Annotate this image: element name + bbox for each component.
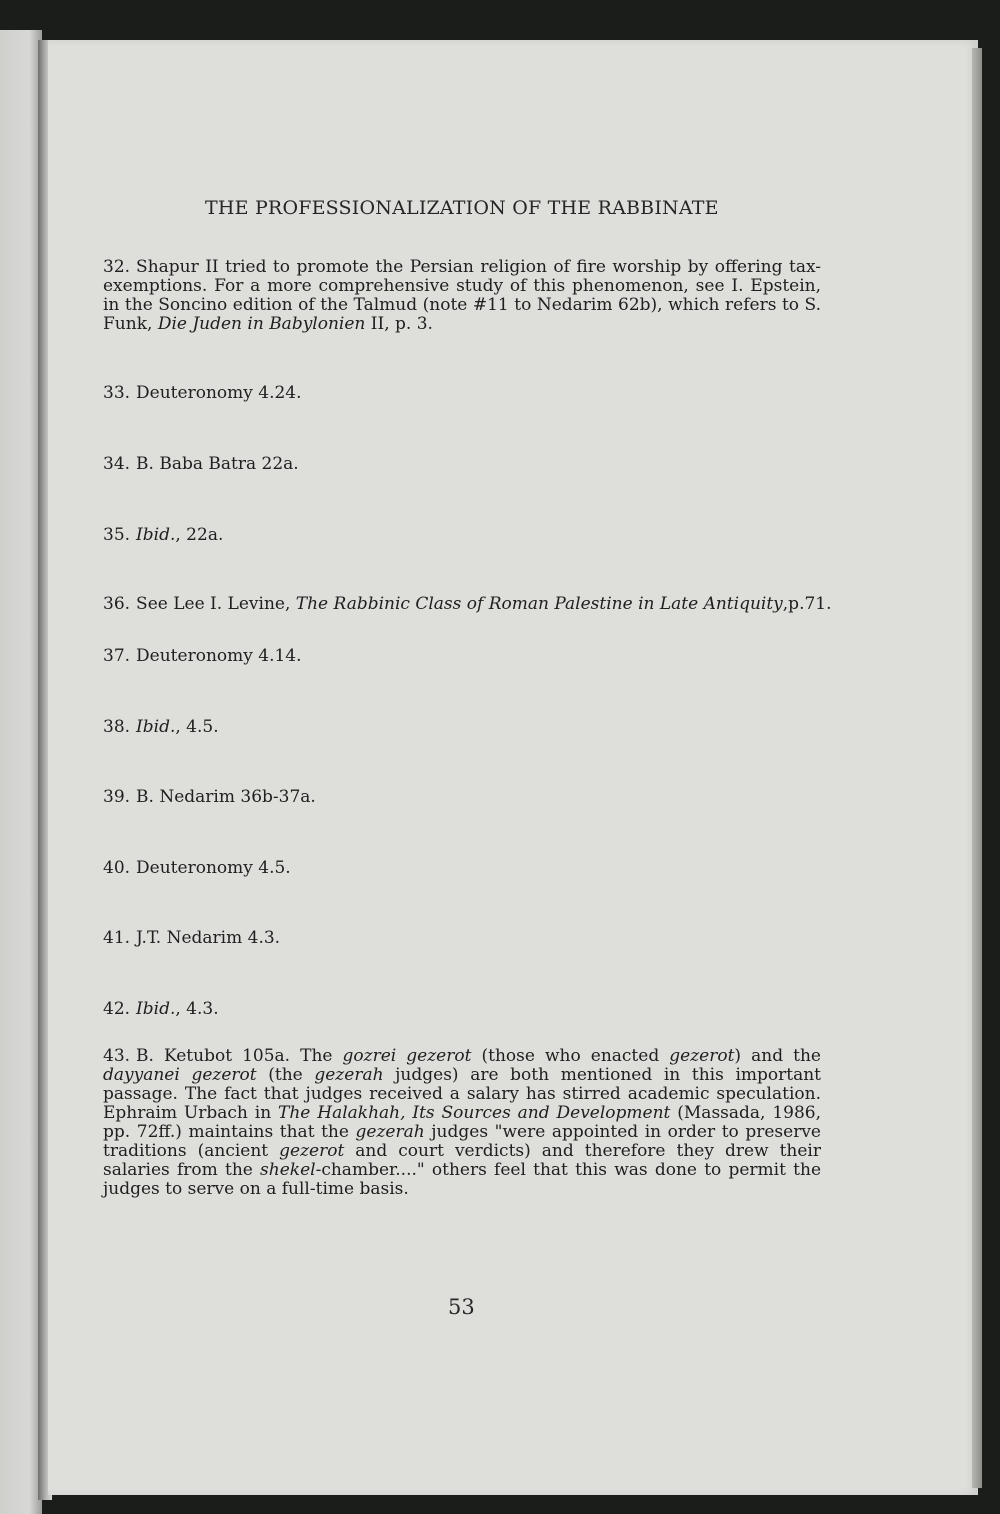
facing-page-edge (0, 30, 42, 1514)
book-title: The Rabbinic Class of Roman Palestine in Late Antiquity (295, 594, 783, 614)
footnote-text: (Massada, 1986, pp. 72ff.) maintains that the (103, 1103, 821, 1142)
footnote-text: , 22a. (175, 525, 224, 545)
footnote-text: ,p.71. (782, 594, 832, 614)
hebrew-term: gezerah (314, 1065, 384, 1085)
footnote-number: 41. (103, 928, 131, 948)
footnote-number: 42. (103, 999, 131, 1019)
running-head: THE PROFESSIONALIZATION OF THE RABBINATE (205, 197, 719, 219)
ibid: Ibid. (136, 999, 176, 1019)
footnote-text: II, p. 3. (365, 314, 433, 334)
footnote-42 (103, 1000, 219, 1019)
page-edge-shadow (972, 48, 982, 1488)
ibid: Ibid. (136, 525, 176, 545)
book-title: Die Juden in Babylonien (157, 314, 366, 334)
footnote-35 (103, 526, 223, 545)
footnote-text: J.T. Nedarim 4.3. (136, 928, 281, 948)
footnote-text: Deuteronomy 4.24. (136, 383, 302, 403)
footnote-number: 35. (103, 525, 131, 545)
footnote-number: 32. (103, 257, 131, 277)
footnote-37 (103, 647, 302, 666)
hebrew-term: gezerot (669, 1046, 735, 1066)
footnote-number: 38. (103, 717, 131, 737)
footnote-number: 34. (103, 454, 131, 474)
hebrew-term: gezerot (279, 1141, 345, 1161)
footnote-text: See Lee I. Levine, (136, 594, 296, 614)
hebrew-term: gozrei gezerot (342, 1046, 472, 1066)
footnote-text: Deuteronomy 4.5. (136, 858, 291, 878)
footnote-40 (103, 859, 291, 878)
footnote-number: 39. (103, 787, 131, 807)
footnote-text: (those who enacted (471, 1046, 670, 1066)
footnote-32 (103, 258, 821, 334)
book-title: The Halakhah, Its Sources and Development (278, 1103, 671, 1123)
footnote-text: ) and the (734, 1046, 821, 1066)
footnote-34 (103, 455, 299, 474)
footnote-36 (103, 595, 832, 614)
ibid: Ibid. (136, 717, 176, 737)
footnote-text: , 4.5. (175, 717, 219, 737)
hebrew-term: dayyanei gezerot (103, 1065, 257, 1085)
footnote-text: judges) are both mentioned in this important passage. The fact that judges received a salary has stirred academic speculation. Ephraim Urbach in (103, 1065, 821, 1123)
footnote-text: Deuteronomy 4.14. (136, 646, 302, 666)
footnote-text: B. Nedarim 36b-37a. (136, 787, 316, 807)
footnote-43 (103, 1047, 821, 1199)
footnote-number: 33. (103, 383, 131, 403)
footnote-text: B. Ketubot 105a. The (136, 1046, 343, 1066)
hebrew-term: gezerah (355, 1122, 425, 1142)
footnote-text: Shapur II tried to promote the Persian religion of fire worship by offering tax-exemptions. For a more comprehensive study of this phenomenon, see I. Epstein, in the Soncino edition of the Talmud (note #11 to Nedarim 62b), which refers to S. Funk, (103, 257, 821, 334)
footnote-number: 43. (103, 1046, 131, 1066)
footnote-41 (103, 929, 280, 948)
footnote-38 (103, 718, 219, 737)
footnote-39 (103, 788, 316, 807)
footnote-number: 36. (103, 594, 131, 614)
page-number: 53 (448, 1295, 475, 1319)
footnote-number: 37. (103, 646, 131, 666)
footnote-number: 40. (103, 858, 131, 878)
footnote-text: judges "were appointed in order to preserve traditions (ancient (103, 1122, 821, 1161)
footnote-text: and court verdicts) and therefore they drew their salaries from the (103, 1141, 821, 1180)
footnote-text: B. Baba Batra 22a. (136, 454, 299, 474)
footnote-text: (the (256, 1065, 315, 1085)
footnote-text: , 4.3. (175, 999, 219, 1019)
hebrew-term: shekel (260, 1160, 316, 1180)
footnote-33 (103, 384, 302, 403)
footnote-text: -chamber...." others feel that this was done to permit the judges to serve on a full-time basis. (103, 1160, 822, 1199)
